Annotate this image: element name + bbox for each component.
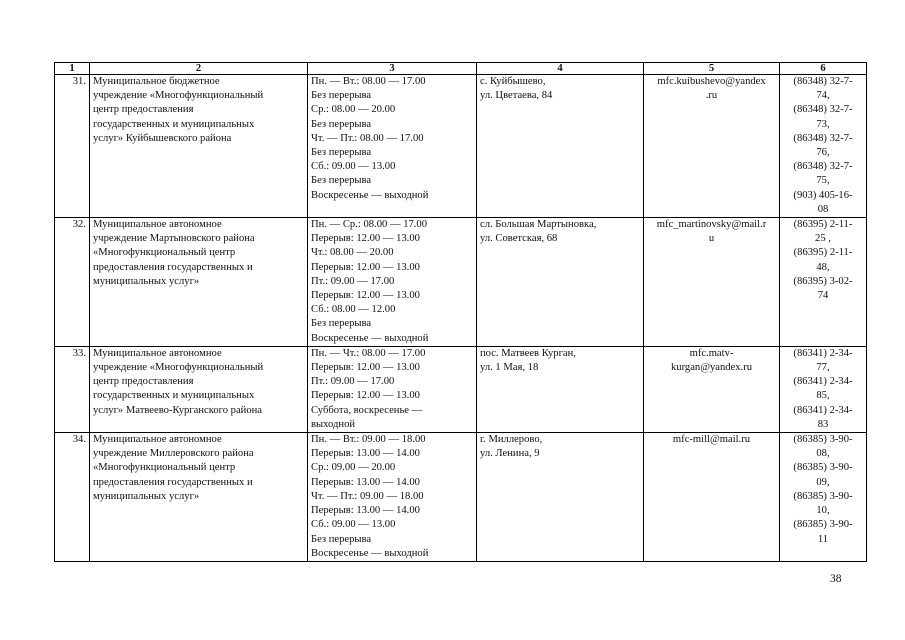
- row-number: 33.: [55, 346, 90, 432]
- working-hours: Пн. — Вт.: 08.00 — 17.00 Без перерыва Ср.: 08.00 — 20.00 Без перерыва Чт. — Пт.: 08.00 — 17.00 Без перерыва Сб.: 09.00 — 13.00 Без перерыва Воскресенье — выходной: [308, 75, 477, 218]
- email: mfc.kuibushevo@yandex .ru: [644, 75, 780, 218]
- row-number: 32.: [55, 218, 90, 347]
- row-number: 34.: [55, 433, 90, 562]
- header-col-1: 1: [55, 63, 90, 75]
- table-row: [55, 218, 867, 347]
- working-hours: Пн. — Вт.: 09.00 — 18.00 Перерыв: 13.00 — 14.00 Ср.: 09.00 — 20.00 Перерыв: 13.00 — 14.00 Чт. — Пт.: 09.00 — 18.00 Перерыв: 13.00 — 14.00 Сб.: 09.00 — 13.00 Без перерыва Воскресенье — выходной: [308, 433, 477, 562]
- table-row: [55, 433, 867, 562]
- address: пос. Матвеев Курган, ул. 1 Мая, 18: [477, 346, 644, 432]
- phones: (86348) 32-7- 74, (86348) 32-7- 73, (86348) 32-7- 76, (86348) 32-7- 75, (903) 405-16- 08: [780, 75, 867, 218]
- working-hours: Пн. — Ср.: 08.00 — 17.00 Перерыв: 12.00 — 13.00 Чт.: 08.00 — 20.00 Перерыв: 12.00 — 13.00 Пт.: 09.00 — 17.00 Перерыв: 12.00 — 13.00 Сб.: 08.00 — 12.00 Без перерыва Воскресенье — выходной: [308, 218, 477, 347]
- header-col-6: 6: [780, 63, 867, 75]
- organization-name: Муниципальное автономное учреждение «Многофункциональный центр предоставления государственных и муниципальных услуг» Матвеево-Курганского района: [90, 346, 308, 432]
- email: mfc-mill@mail.ru: [644, 433, 780, 562]
- address: с. Куйбышево, ул. Цветаева, 84: [477, 75, 644, 218]
- header-col-4: 4: [477, 63, 644, 75]
- address: сл. Большая Мартыновка, ул. Советская, 68: [477, 218, 644, 347]
- header-col-2: 2: [90, 63, 308, 75]
- email: mfc.matv- kurgan@yandex.ru: [644, 346, 780, 432]
- phones: (86385) 3-90- 08, (86385) 3-90- 09, (86385) 3-90- 10, (86385) 3-90- 11: [780, 433, 867, 562]
- header-col-5: 5: [644, 63, 780, 75]
- address: г. Миллерово, ул. Ленина, 9: [477, 433, 644, 562]
- phones: (86341) 2-34- 77, (86341) 2-34- 85, (86341) 2-34- 83: [780, 346, 867, 432]
- phones: (86395) 2-11- 25 , (86395) 2-11- 48, (86395) 3-02- 74: [780, 218, 867, 347]
- email: mfc_martinovsky@mail.r u: [644, 218, 780, 347]
- page-number: 38: [830, 573, 842, 585]
- mfc-table: [54, 62, 867, 562]
- working-hours: Пн. — Чт.: 08.00 — 17.00 Перерыв: 12.00 — 13.00 Пт.: 09.00 — 17.00 Перерыв: 12.00 — 13.00 Суббота, воскресенье — выходной: [308, 346, 477, 432]
- table-row: [55, 346, 867, 432]
- header-row: [55, 63, 867, 75]
- organization-name: Муниципальное автономное учреждение Мартыновского района «Многофункциональный центр предоставления государственных и муниципальных услуг»: [90, 218, 308, 347]
- organization-name: Муниципальное бюджетное учреждение «Многофункциональный центр предоставления государственных и муниципальных услуг» Куйбышевского района: [90, 75, 308, 218]
- table-row: [55, 75, 867, 218]
- organization-name: Муниципальное автономное учреждение Миллеровского района «Многофункциональный центр предоставления государственных и муниципальных услуг»: [90, 433, 308, 562]
- row-number: 31.: [55, 75, 90, 218]
- header-col-3: 3: [308, 63, 477, 75]
